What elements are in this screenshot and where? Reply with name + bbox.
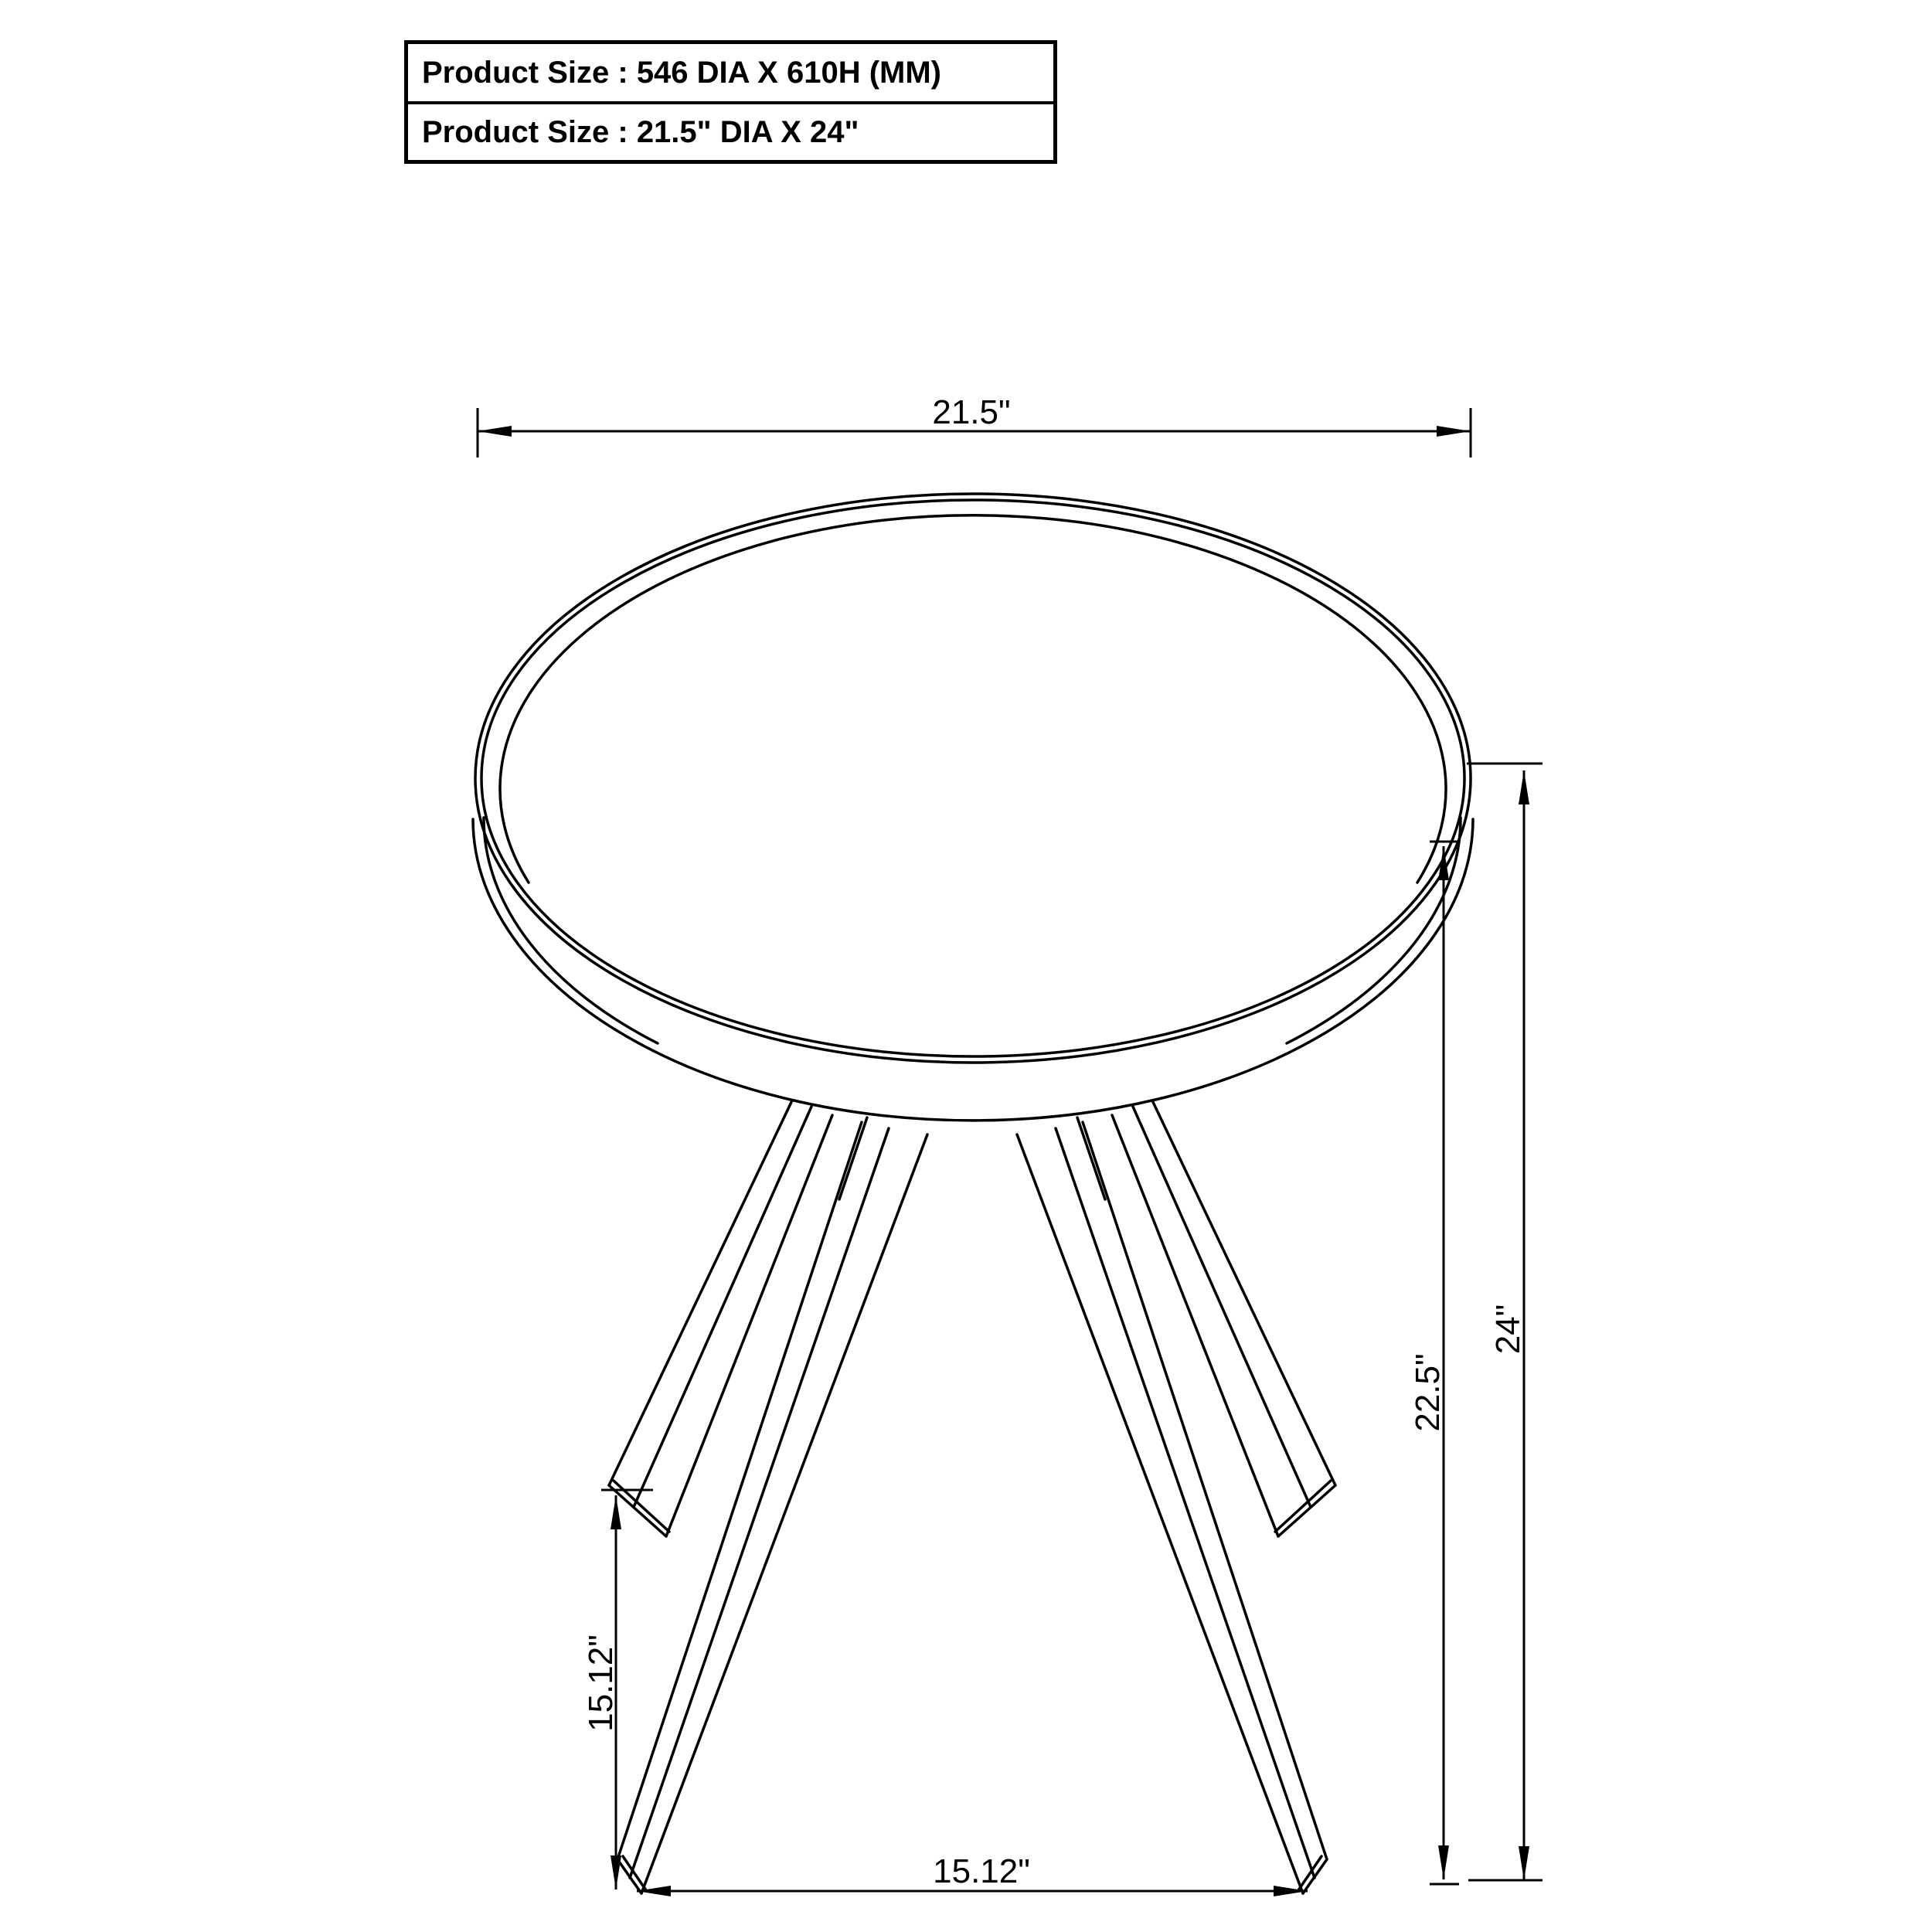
leg-edge [1017,1134,1303,1893]
leg-edge [1133,1107,1311,1507]
dimension-label-underside-height: 22.5" [1409,1353,1447,1432]
leg-edge [1152,1100,1335,1485]
dimension-label-top-diameter: 21.5" [932,393,1011,431]
tray-floor-back-edge [500,515,1446,883]
leg-edge [1112,1115,1278,1536]
leg-foot-chamfer [1278,1485,1335,1536]
dimension-label-overall-height: 24" [1489,1304,1527,1355]
leg-edge [1083,1122,1327,1859]
leg-edge [617,1122,862,1859]
arrowhead-left [478,426,512,437]
leg-side-face-edge [839,1117,867,1199]
leg-back-left [617,1117,927,1893]
arrowhead-right [1274,1886,1308,1896]
dimension-underside-height [1409,842,1459,1884]
tabletop-rim-inner-ellipse [481,500,1464,1056]
arrowhead-down [1438,1845,1449,1879]
arrowhead-right [1437,426,1471,437]
leg-front-right [1112,1100,1335,1536]
tabletop-rim-outer-ellipse [475,494,1471,1063]
arrowhead-left [637,1886,671,1896]
dimension-base-width [637,1852,1308,1896]
leg-front-left [609,1100,832,1536]
leg-back-right [1017,1117,1327,1893]
tabletop-outline [473,494,1473,1121]
dimension-overall-height [1467,764,1543,1880]
arrowhead-up [1519,770,1529,804]
leg-edge [630,1128,889,1878]
arrowhead-down [1519,1846,1529,1880]
leg-side-face-edge [1077,1117,1105,1199]
dimension-label-base-depth: 15.12" [582,1634,620,1732]
tabletop-bottom-edge [473,819,1473,1121]
leg-edge [634,1107,811,1507]
leg-edge [666,1115,832,1536]
product-size-metric: Product Size : 546 DIA X 610H (MM) [422,55,941,90]
leg-edge [641,1134,927,1893]
leg-edge [1056,1128,1315,1878]
dimension-label-base-width: 15.12" [933,1852,1030,1890]
leg-edge [609,1100,792,1485]
dimension-base-depth [582,1490,653,1889]
arrowhead-down [611,1855,621,1889]
dimension-top-diameter [478,393,1471,457]
product-size-imperial: Product Size : 21.5" DIA X 24" [408,101,1053,160]
arrowhead-up [611,1495,621,1529]
